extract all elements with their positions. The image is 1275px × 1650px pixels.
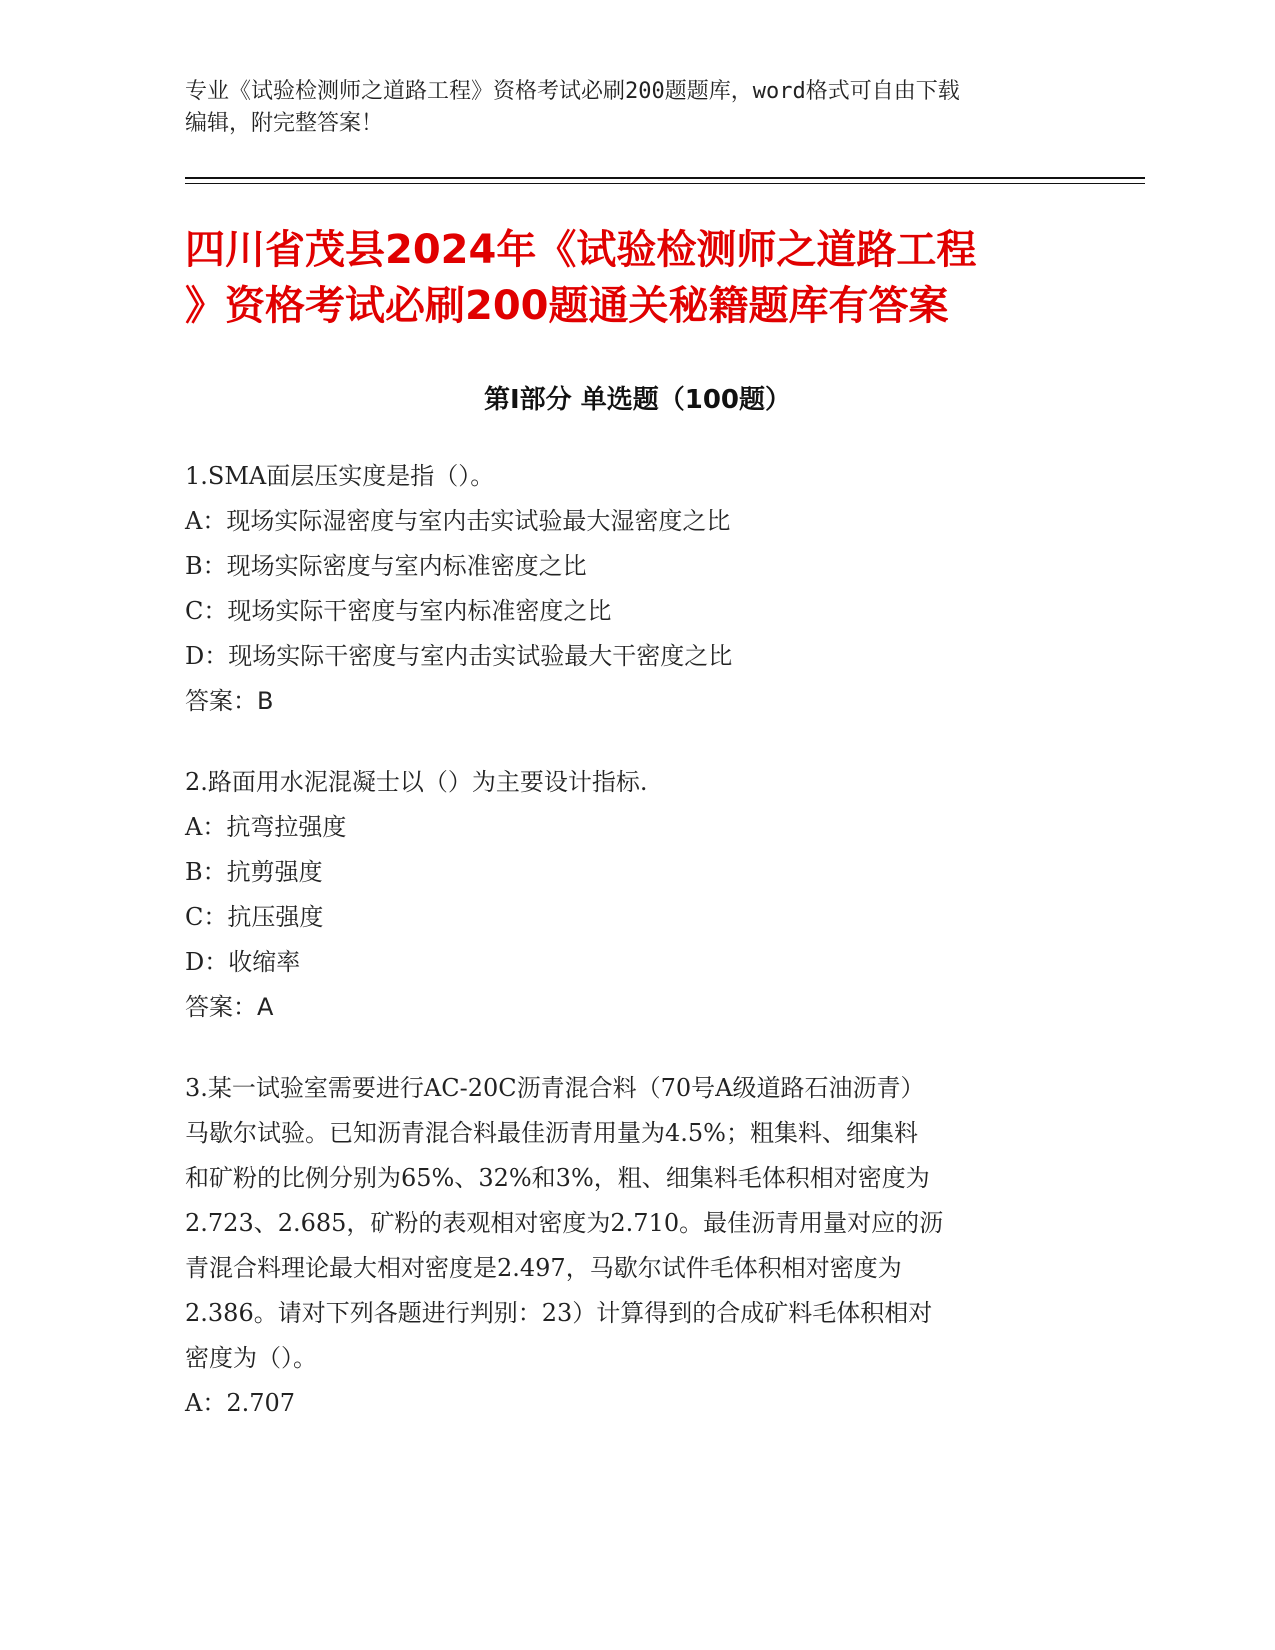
question-stem-line: 马歇尔试验。已知沥青混合料最佳沥青用量为4.5%；粗集料、细集料 [185,1119,918,1147]
option-c: C：现场实际干密度与室内标准密度之比 [185,597,612,625]
option-a: A：现场实际湿密度与室内击实试验最大湿密度之比 [185,507,731,535]
question-3 [185,1066,1065,1426]
option-a: A：抗弯拉强度 [185,813,347,841]
question-stem-line: 2.723、2.685，矿粉的表观相对密度为2.710。最佳沥青用量对应的沥 [185,1209,944,1237]
header-note-line-2: 编辑，附完整答案！ [185,111,384,136]
question-stem-line: 密度为（）。 [185,1344,317,1372]
option-d: D：现场实际干密度与室内击实试验最大干密度之比 [185,642,733,670]
question-stem: 1.SMA面层压实度是指（）。 [185,462,495,490]
header-note [185,76,1065,140]
header-note-line-1: 专业《试验检测师之道路工程》资格考试必刷200题题库，word格式可自由下载 [185,79,960,104]
option-c: C：抗压强度 [185,903,324,931]
question-stem-line: 青混合料理论最大相对密度是2.497，马歇尔试件毛体积相对密度为 [185,1254,902,1282]
header-divider-thin [185,183,1145,184]
option-d: D：收缩率 [185,948,301,976]
question-stem-line: 和矿粉的比例分别为65%、32%和3%，粗、细集料毛体积相对密度为 [185,1164,930,1192]
answer: 答案：A [185,993,274,1021]
option-a: A：2.707 [185,1389,296,1417]
document-title [185,222,1085,334]
document-title-line-1: 四川省茂县2024年《试验检测师之道路工程 [185,227,977,273]
option-b: B：现场实际密度与室内标准密度之比 [185,552,587,580]
question-1 [185,454,1065,724]
question-2 [185,760,1065,1030]
question-stem-line: 3.某一试验室需要进行AC-20C沥青混合料（70号A级道路石油沥青） [185,1074,925,1102]
section-title: 第I部分 单选题（100题） [484,385,791,415]
answer: 答案：B [185,687,274,715]
document-title-line-2: 》资格考试必刷200题通关秘籍题库有答案 [185,283,949,329]
question-stem-line: 2.386。请对下列各题进行判别：23）计算得到的合成矿料毛体积相对 [185,1299,933,1327]
header-divider-thick [185,177,1145,179]
option-b: B：抗剪强度 [185,858,323,886]
question-stem: 2.路面用水泥混凝士以（）为主要设计指标. [185,768,648,796]
